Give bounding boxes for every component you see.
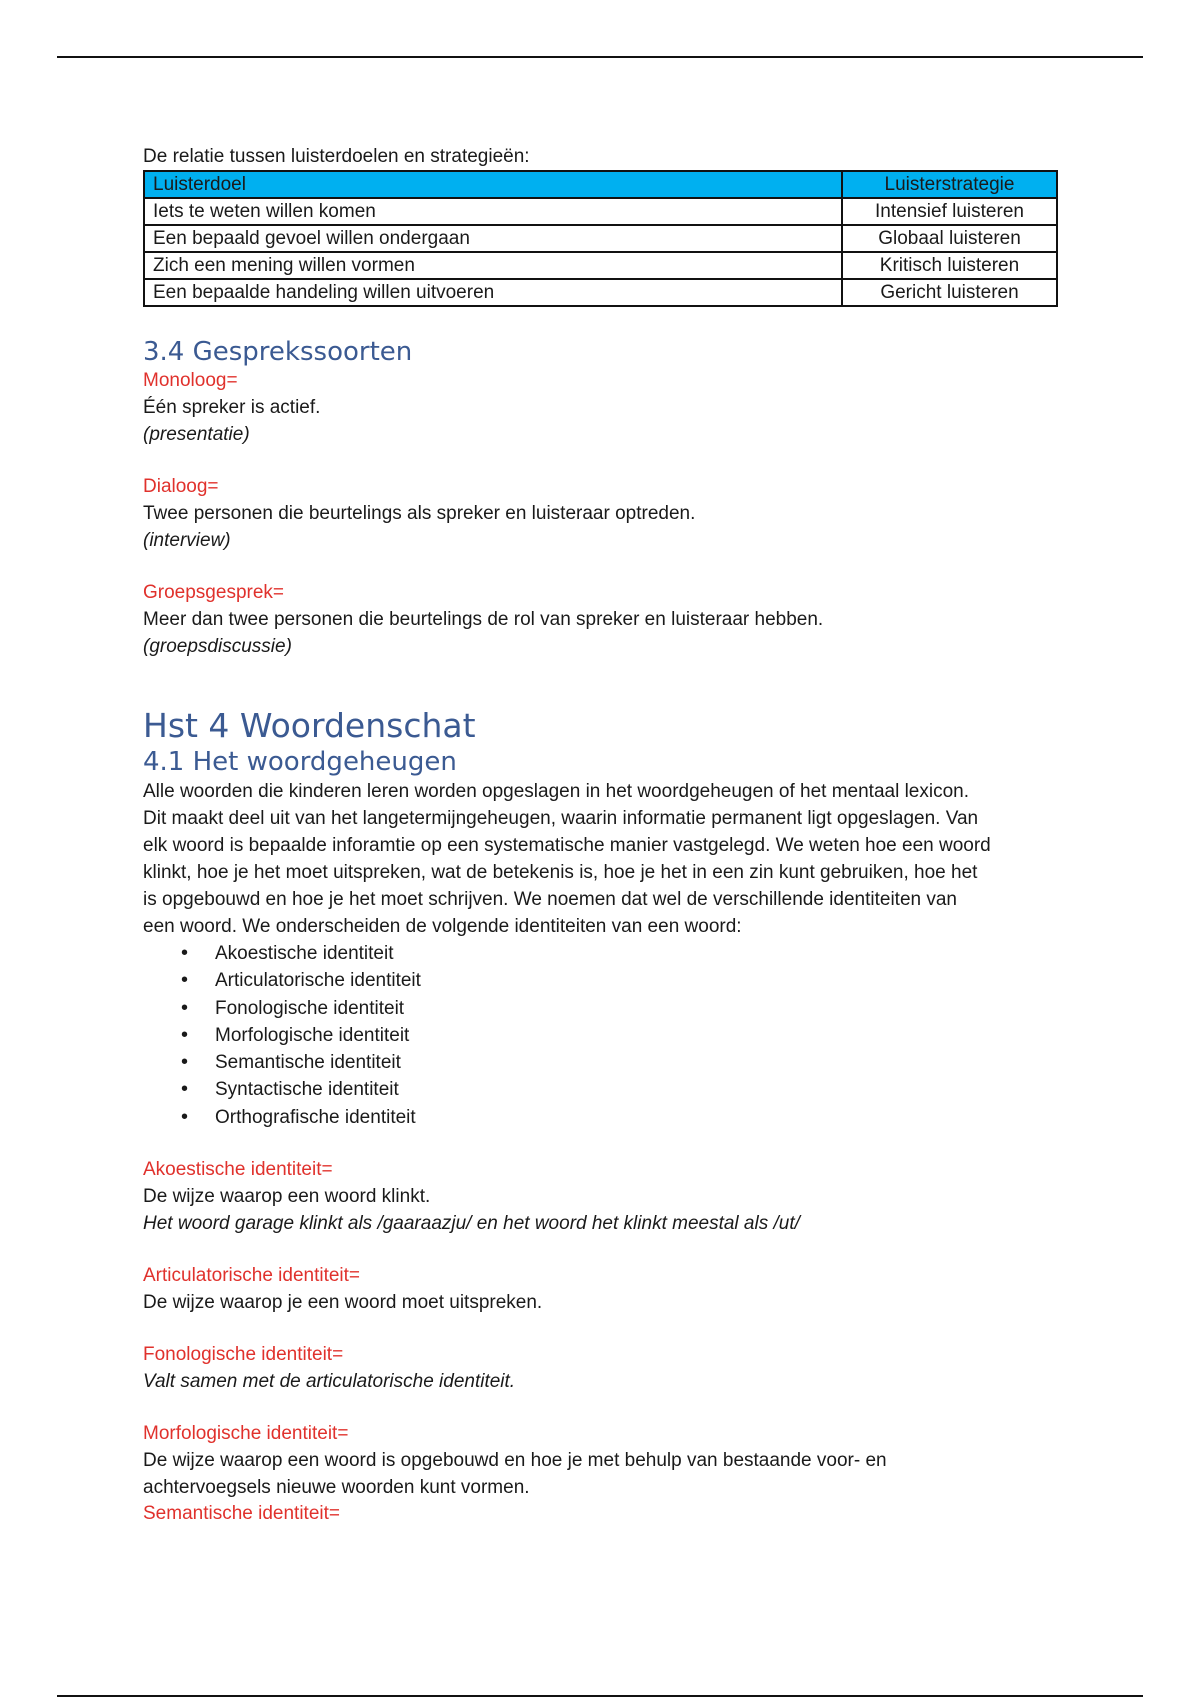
term-fonologische-identiteit: Fonologische identiteit= <box>143 1344 344 1366</box>
definition-monoloog: Één spreker is actief. <box>143 397 321 418</box>
term-groepsgesprek: Groepsgesprek= <box>143 582 284 603</box>
footer-rule <box>57 1695 1143 1697</box>
table-header-row <box>144 171 1057 198</box>
definition-morfologische-line: De wijze waarop een woord is opgebouwd en hoe je met behulp van bestaande voor- en <box>143 1450 887 1472</box>
woordgeheugen-paragraph <box>143 778 1063 940</box>
paragraph-line: is opgebouwd en hoe je het moet schrijven. We noemen dat wel de verschillende identiteiten van <box>143 889 957 910</box>
term-dialoog: Dialoog= <box>143 476 219 497</box>
term-semantische-identiteit: Semantische identiteit= <box>143 1503 340 1525</box>
example-fonologische-identiteit: Valt samen met de articulatorische identiteit. <box>143 1371 516 1393</box>
identities-list <box>143 940 1063 1131</box>
section-title-3-4: 3.4 Gesprekssoorten <box>143 337 413 367</box>
header-rule <box>57 56 1143 58</box>
chapter-title: Hst 4 Woordenschat <box>143 706 476 745</box>
term-articulatorische-identiteit: Articulatorische identiteit= <box>143 1265 361 1287</box>
term-monoloog: Monoloog= <box>143 370 238 391</box>
paragraph-line: Alle woorden die kinderen leren worden opgeslagen in het woordgeheugen of het mentaal lexicon. <box>143 781 970 802</box>
table-row <box>144 279 1057 306</box>
example-akoestische-identiteit: Het woord garage klinkt als /gaaraazju/ en het woord het klinkt meestal als /ut/ <box>143 1213 800 1235</box>
page-content <box>143 145 1063 1527</box>
list-item: • Articulatorische identiteit <box>181 967 1063 994</box>
list-item: • Syntactische identiteit <box>181 1076 1063 1103</box>
table-cell: Zich een mening willen vormen <box>144 252 842 279</box>
definition-groepsgesprek: Meer dan twee personen die beurtelings de rol van spreker en luisteraar hebben. <box>143 609 824 630</box>
table-cell: Globaal luisteren <box>842 225 1057 252</box>
term-morfologische-identiteit: Morfologische identiteit= <box>143 1423 349 1445</box>
list-item: • Semantische identiteit <box>181 1049 1063 1076</box>
table-row <box>144 225 1057 252</box>
column-header-luisterdoel: Luisterdoel <box>144 171 842 198</box>
table-row <box>144 198 1057 225</box>
listening-goals-table <box>143 170 1058 307</box>
definition-morfologische-line: achtervoegsels nieuwe woorden kunt vormen. <box>143 1477 530 1499</box>
term-akoestische-identiteit: Akoestische identiteit= <box>143 1159 333 1181</box>
list-item: • Akoestische identiteit <box>181 940 1063 967</box>
example-dialoog: (interview) <box>143 530 231 551</box>
table-intro: De relatie tussen luisterdoelen en strategieën: <box>143 146 530 167</box>
table-cell: Een bepaalde handeling willen uitvoeren <box>144 279 842 306</box>
list-item: • Fonologische identiteit <box>181 995 1063 1022</box>
paragraph-line: klinkt, hoe je het moet uitspreken, wat de betekenis is, hoe je het in een zin kunt gebruiken, hoe het <box>143 862 978 883</box>
table-cell: Intensief luisteren <box>842 198 1057 225</box>
example-monoloog: (presentatie) <box>143 424 250 445</box>
list-item: • Orthografische identiteit <box>181 1104 1063 1131</box>
table-cell: Gericht luisteren <box>842 279 1057 306</box>
table-row <box>144 252 1057 279</box>
table-cell: Iets te weten willen komen <box>144 198 842 225</box>
example-groepsgesprek: (groepsdiscussie) <box>143 636 292 657</box>
list-item: • Morfologische identiteit <box>181 1022 1063 1049</box>
table-cell: Kritisch luisteren <box>842 252 1057 279</box>
paragraph-line: een woord. We onderscheiden de volgende identiteiten van een woord: <box>143 916 742 937</box>
section-title-4-1: 4.1 Het woordgeheugen <box>143 747 457 777</box>
definition-articulatorische-identiteit: De wijze waarop je een woord moet uitspreken. <box>143 1292 543 1314</box>
paragraph-line: Dit maakt deel uit van het langetermijngeheugen, waarin informatie permanent ligt opgeslagen. Van <box>143 808 979 829</box>
definition-akoestische-identiteit: De wijze waarop een woord klinkt. <box>143 1186 431 1208</box>
definition-dialoog: Twee personen die beurtelings als spreker en luisteraar optreden. <box>143 503 696 524</box>
table-cell: Een bepaald gevoel willen ondergaan <box>144 225 842 252</box>
paragraph-line: elk woord is bepaalde inforamtie op een systematische manier vastgelegd. We weten hoe een woord <box>143 835 991 856</box>
column-header-luisterstrategie: Luisterstrategie <box>842 171 1057 198</box>
